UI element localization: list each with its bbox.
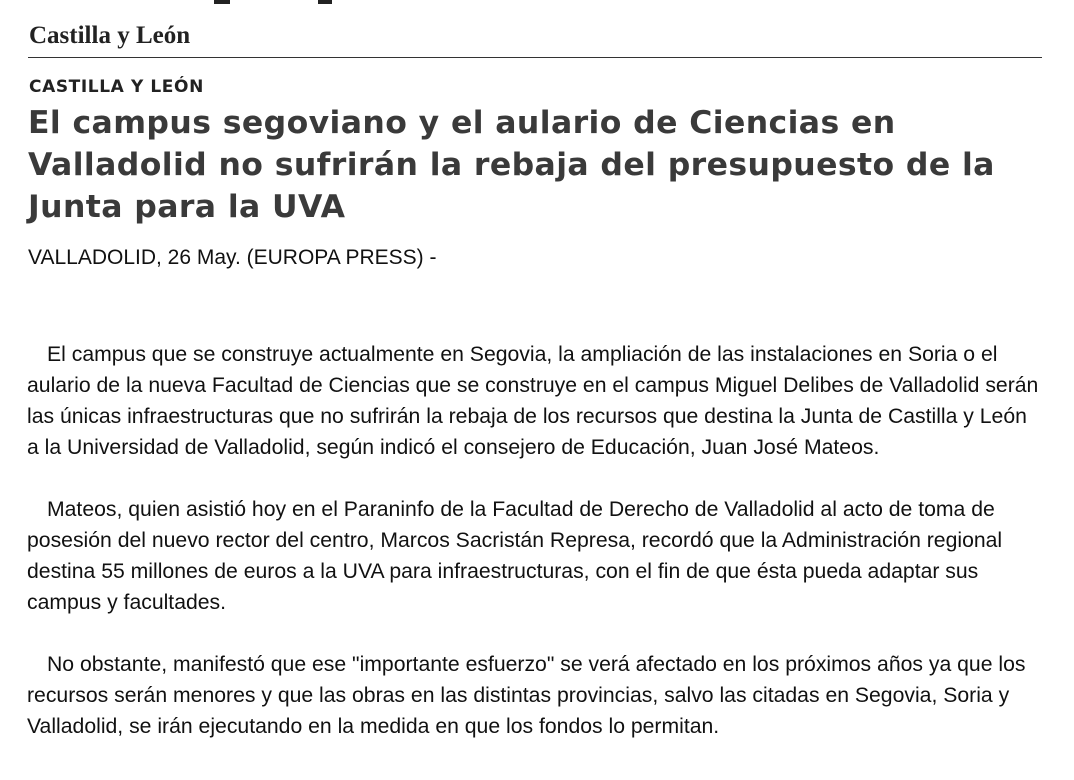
scan-top-mark xyxy=(214,0,230,4)
article-kicker: CASTILLA Y LEÓN xyxy=(29,77,204,97)
scan-top-mark xyxy=(318,0,332,4)
article-headline: El campus segoviano y el aulario de Ciencias en Valladolid no sufrirán la rebaja del presupuesto de la Junta para la UVA xyxy=(28,105,995,225)
article-dateline: VALLADOLID, 26 May. (EUROPA PRESS) - xyxy=(28,246,437,269)
article-paragraph: El campus que se construye actualmente en Segovia, la ampliación de las instalaciones en Soria o el aulario de la nueva Facultad de Ciencias que se construye en el campus Miguel Delibes de Valladolid serán las únicas infraestructuras que no sufrirán la rebaja de los recursos que destina la Junta de Castilla y León a la Universidad de Valladolid, según indicó el consejero de Educación, Juan José Mateos. xyxy=(27,343,1039,459)
section-heading: Castilla y León xyxy=(29,22,191,49)
article-paragraph: Mateos, quien asistió hoy en el Paraninfo de la Facultad de Derecho de Valladolid al acto de toma de posesión del nuevo rector del centro, Marcos Sacristán Represa, recordó que la Administración regional destina 55 millones de euros a la UVA para infraestructuras, con el fin de que ésta pueda adaptar sus campus y facultades. xyxy=(27,498,1003,614)
article-body xyxy=(27,339,1039,773)
section-divider xyxy=(28,57,1042,58)
article-paragraph: No obstante, manifestó que ese "importante esfuerzo" se verá afectado en los próximos años ya que los recursos serán menores y que las obras en las distintas provincias, salvo las citadas en Segovia, Soria y Valladolid, se irán ejecutando en la medida en que los fondos lo permitan. xyxy=(27,653,1026,738)
